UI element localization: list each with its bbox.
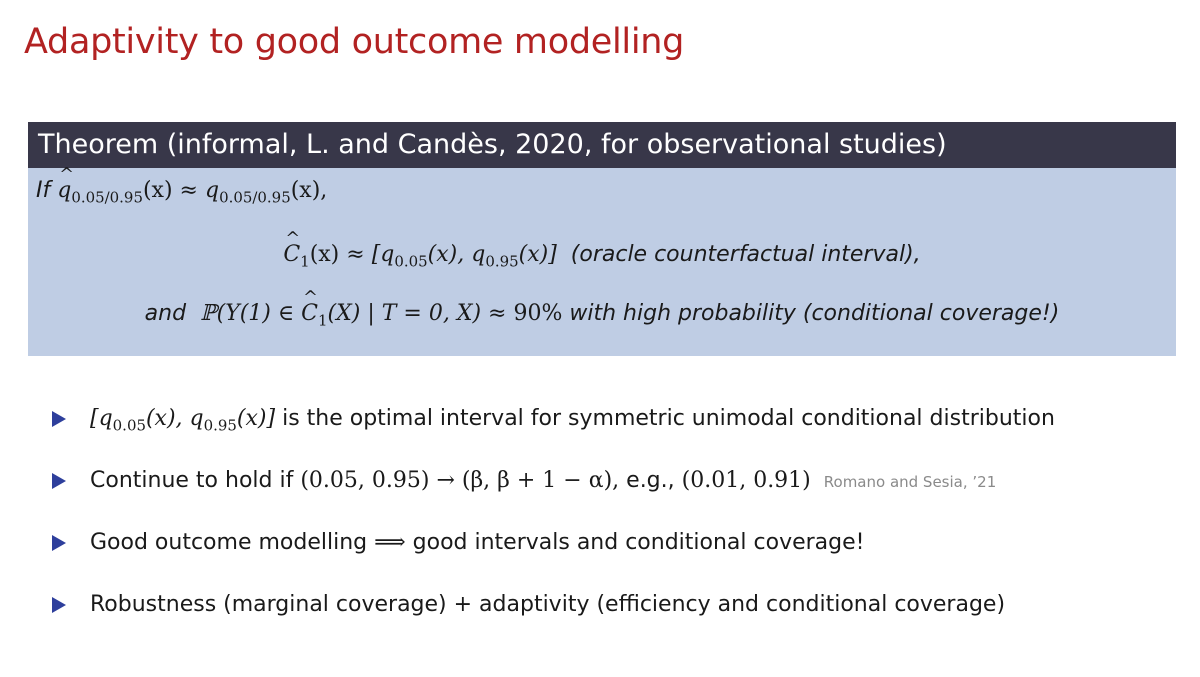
c-hat-subscript-2: 1 — [318, 311, 328, 330]
and-word: and — [144, 301, 187, 326]
theorem-line-if — [36, 178, 327, 206]
citation: Romano and Sesia, ’21 — [823, 473, 997, 491]
prob-expr: ℙ(Y(1) ∈ — [200, 301, 302, 326]
q-symbol: q — [204, 178, 220, 203]
b4-text: Robustness (marginal coverage) + adaptivity (efficiency and conditional coverage) — [90, 592, 1006, 617]
bullet-optimal-interval — [52, 398, 1172, 460]
theorem-line-interval — [28, 242, 1176, 270]
b1-sub2: 0.95 — [203, 416, 237, 435]
b2-text2: e.g., — [626, 468, 675, 493]
implies-arrow: ⟹ — [374, 530, 406, 555]
c-hat-arg: (x) — [309, 242, 340, 267]
coverage-tail: with high probability (conditional coverage!) — [569, 301, 1060, 326]
approx-symbol-2: ≈ — [346, 242, 365, 267]
b3-text2: good intervals and conditional coverage! — [412, 530, 865, 555]
q-hat-subscript: 0.05/0.95 — [71, 188, 143, 207]
interval-sub2: 0.95 — [485, 252, 519, 271]
oracle-note: (oracle counterfactual interval), — [570, 242, 921, 267]
q-subscript: 0.05/0.95 — [219, 188, 291, 207]
theorem-header: Theorem (informal, L. and Candès, 2020, for observational studies) — [28, 122, 1176, 168]
b2-text1: Continue to hold if — [90, 468, 294, 493]
q-hat-symbol: q ^ — [57, 178, 71, 203]
bullet-list — [52, 398, 1172, 646]
b1-interval-close: (x)] — [236, 406, 276, 431]
bullet-triangle-icon — [52, 535, 66, 551]
q-arg: (x) — [290, 178, 321, 203]
b3-text1: Good outcome modelling — [90, 530, 368, 555]
bullet-continue-to-hold — [52, 460, 1172, 522]
theorem-box — [28, 122, 1176, 356]
b1-mid: (x), q — [145, 406, 204, 431]
theorem-body — [28, 168, 1176, 356]
if-word: If — [36, 178, 51, 203]
bullet-robustness — [52, 584, 1172, 646]
c-hat-symbol: C ^ — [283, 242, 300, 267]
q-hat-arg: (x) — [142, 178, 173, 203]
b2-math2: (0.01, 0.91) — [681, 468, 811, 493]
bullet-triangle-icon — [52, 473, 66, 489]
b2-math1: (0.05, 0.95) → (β, β + 1 − α), — [300, 468, 620, 493]
interval-close: (x)] — [518, 242, 557, 267]
interval-mid: (x), q — [427, 242, 486, 267]
bullet-good-modelling — [52, 522, 1172, 584]
approx-symbol: ≈ — [179, 178, 198, 203]
interval-open: [q — [371, 242, 395, 267]
theorem-line-coverage — [28, 301, 1176, 329]
slide-title: Adaptivity to good outcome modelling — [24, 22, 685, 62]
b1-text: is the optimal interval for symmetric unimodal conditional distribution — [282, 406, 1055, 431]
b1-interval-open: [q — [90, 406, 113, 431]
c-hat-symbol-2: C ^ — [301, 301, 318, 326]
b1-sub1: 0.05 — [112, 416, 146, 435]
bullet-triangle-icon — [52, 411, 66, 427]
interval-sub1: 0.05 — [394, 252, 428, 271]
cond-expr: (X) | T = 0, X) ≈ — [327, 301, 514, 326]
line1-comma: , — [320, 178, 328, 203]
c-hat-subscript: 1 — [300, 252, 310, 271]
bullet-triangle-icon — [52, 597, 66, 613]
coverage-pct: 90% — [513, 301, 563, 326]
